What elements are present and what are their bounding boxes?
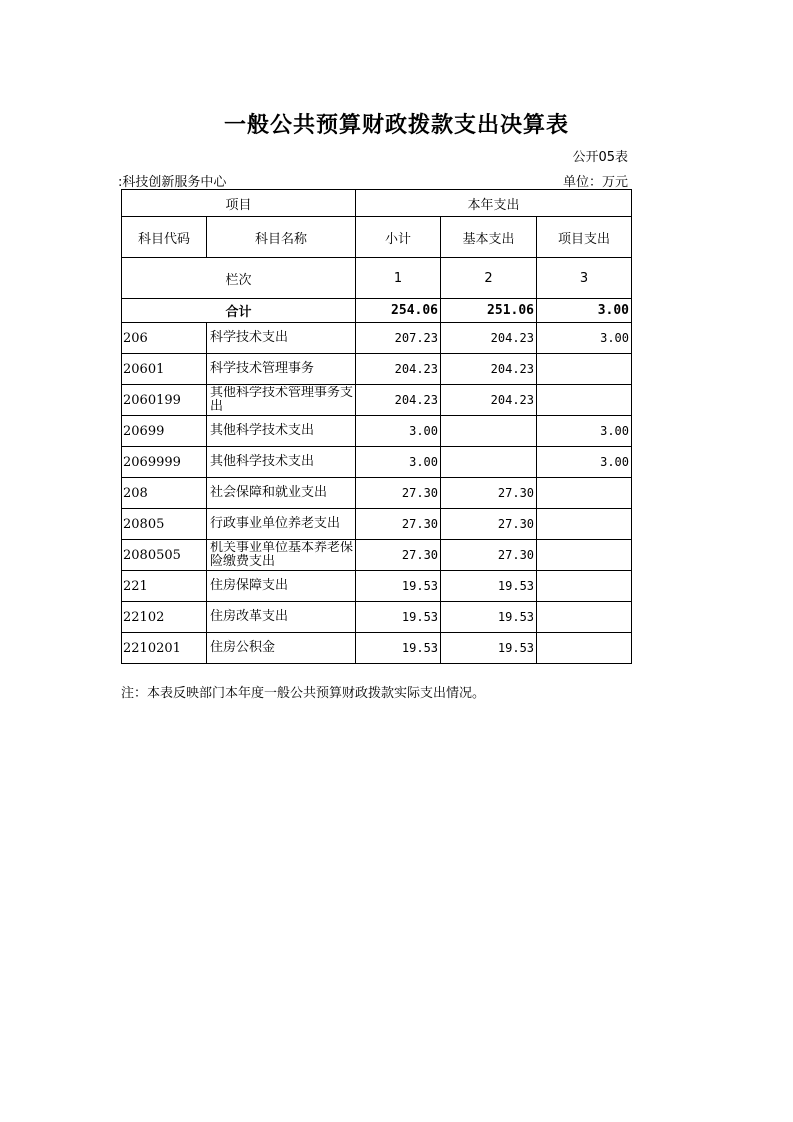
row-code: 2069999 [122,447,207,478]
row-basic [441,416,537,447]
row-project [537,509,632,540]
row-project [537,602,632,633]
row-name: 行政事业单位养老支出 [210,516,341,531]
header-project-exp: 项目支出 [537,217,632,258]
row-subtotal: 207.23 [356,323,441,354]
row-name-cell [207,540,356,571]
row-name: 其他科学技术管理事务支出 [210,386,354,414]
table-row [122,416,632,447]
row-name-cell [207,633,356,664]
table-row [122,633,632,664]
header-code: 科目代码 [122,217,207,258]
header-name: 科目名称 [207,217,356,258]
row-name-cell [207,602,356,633]
row-subtotal: 27.30 [356,478,441,509]
unit-label: 单位：万元 [562,175,628,190]
row-project [537,478,632,509]
header-row-1 [122,190,632,217]
header-col1: 1 [356,258,441,299]
row-basic: 204.23 [441,354,537,385]
row-project: 3.00 [537,416,632,447]
row-name-cell [207,385,356,416]
row-name: 住房公积金 [210,640,276,655]
table-row [122,323,632,354]
row-subtotal: 27.30 [356,540,441,571]
total-basic: 251.06 [441,299,537,323]
form-code: 公开05表 [572,150,628,165]
row-name-cell [207,447,356,478]
table-row [122,571,632,602]
row-name-cell [207,354,356,385]
row-code: 208 [122,478,207,509]
header-row-3 [122,258,632,299]
header-subtotal: 小计 [356,217,441,258]
header-col-label: 栏次 [122,258,356,299]
row-name-cell [207,323,356,354]
row-code: 20805 [122,509,207,540]
table-row [122,478,632,509]
row-project [537,354,632,385]
row-project [537,633,632,664]
row-project: 3.00 [537,323,632,354]
page-title: 一般公共预算财政拨款支出决算表 [223,113,569,138]
row-subtotal: 204.23 [356,354,441,385]
row-code: 221 [122,571,207,602]
row-code: 2060199 [122,385,207,416]
row-name-cell [207,571,356,602]
table-row [122,509,632,540]
row-name: 其他科学技术支出 [210,423,315,438]
expenditure-table [121,189,632,664]
table-row [122,385,632,416]
row-basic: 204.23 [441,385,537,416]
header-project: 项目 [122,190,356,217]
row-subtotal: 3.00 [356,416,441,447]
row-basic: 19.53 [441,602,537,633]
table-row [122,354,632,385]
row-name: 其他科学技术支出 [210,454,315,469]
row-subtotal: 27.30 [356,509,441,540]
row-basic: 27.30 [441,540,537,571]
table-row [122,602,632,633]
row-subtotal: 19.53 [356,602,441,633]
row-name: 社会保障和就业支出 [210,485,328,500]
row-name-cell [207,509,356,540]
header-col2: 2 [441,258,537,299]
row-name: 科学技术支出 [210,330,289,345]
row-project [537,385,632,416]
row-name-cell [207,416,356,447]
row-code: 22102 [122,602,207,633]
row-code: 20601 [122,354,207,385]
row-basic: 19.53 [441,571,537,602]
row-basic [441,447,537,478]
row-code: 20699 [122,416,207,447]
table-row [122,540,632,571]
table-row [122,447,632,478]
row-subtotal: 204.23 [356,385,441,416]
row-name: 住房保障支出 [210,578,289,593]
header-col3: 3 [537,258,632,299]
row-basic: 19.53 [441,633,537,664]
row-subtotal: 3.00 [356,447,441,478]
row-code: 206 [122,323,207,354]
row-code: 2210201 [122,633,207,664]
header-row-2 [122,217,632,258]
row-name: 科学技术管理事务 [210,361,315,376]
header-basic: 基本支出 [441,217,537,258]
total-row [122,299,632,323]
total-project: 3.00 [537,299,632,323]
footnote: 注：本表反映部门本年度一般公共预算财政拨款实际支出情况。 [121,686,486,701]
row-subtotal: 19.53 [356,571,441,602]
row-subtotal: 19.53 [356,633,441,664]
row-name: 机关事业单位基本养老保险缴费支出 [210,541,354,569]
row-project [537,540,632,571]
row-code: 2080505 [122,540,207,571]
row-name: 住房改革支出 [210,609,289,624]
row-basic: 27.30 [441,509,537,540]
total-label: 合计 [122,299,356,323]
row-name-cell [207,478,356,509]
row-basic: 204.23 [441,323,537,354]
row-project: 3.00 [537,447,632,478]
organization-name: :科技创新服务中心 [118,175,227,190]
row-project [537,571,632,602]
header-current-year: 本年支出 [356,190,632,217]
total-subtotal: 254.06 [356,299,441,323]
row-basic: 27.30 [441,478,537,509]
